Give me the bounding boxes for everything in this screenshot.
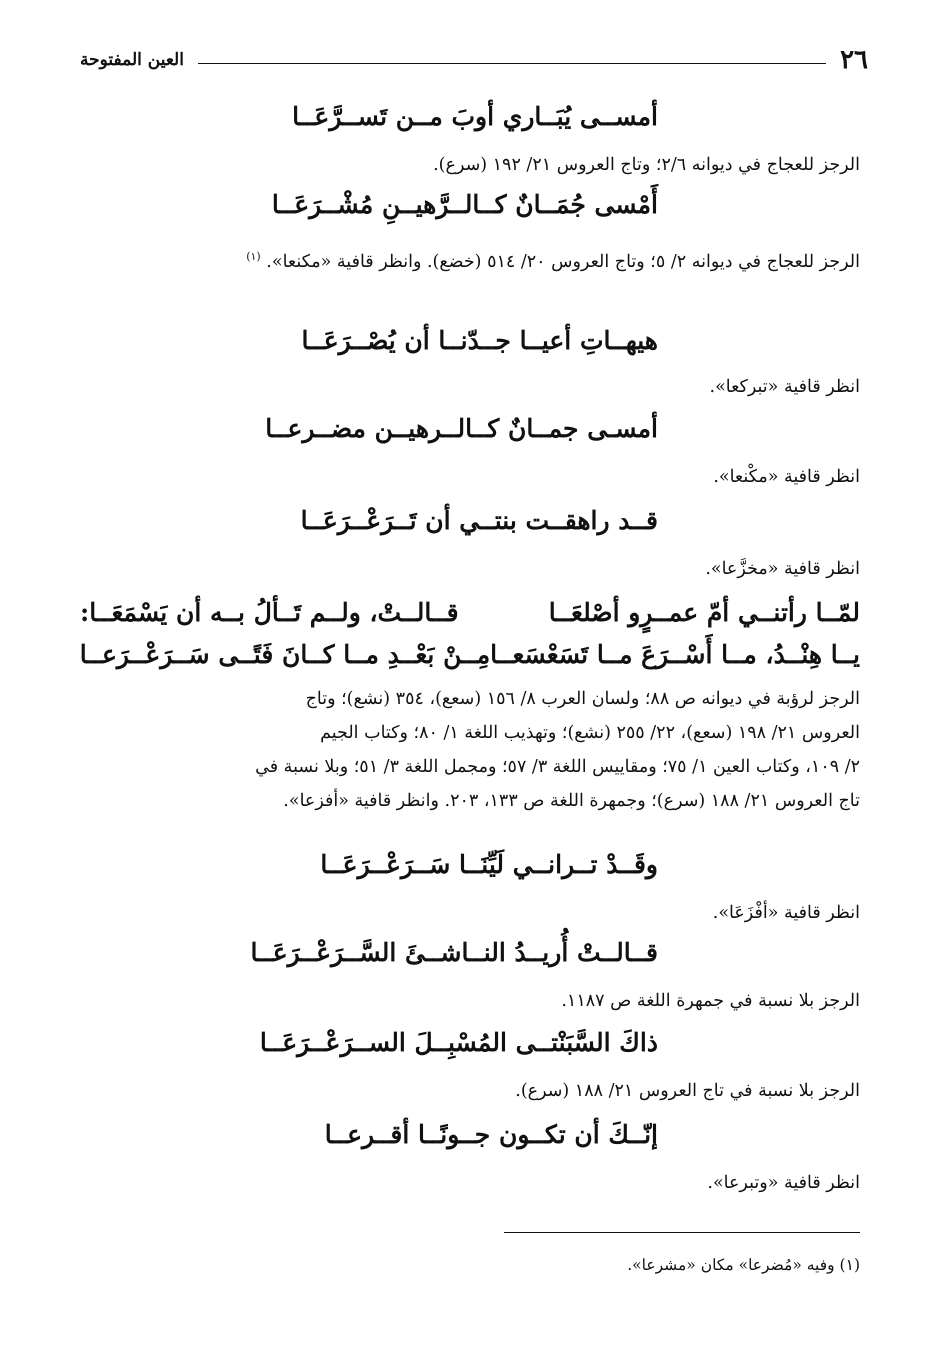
verse-line: قــالــتْ أُريــدُ النــاشــئَ السَّــرَعْــرَعَــا (250, 938, 658, 967)
verse-note-text: الرجز للعجاج في ديوانه ٢/ ٥؛ وتاج العروس ٢٠/ ٥١٤ (خضع). وانظر قافية «مكنعا». (266, 251, 860, 272)
verse-line: هيهــاتِ أعيــا جــدّنــا أن يُصْــرَعَــا (301, 326, 658, 355)
verse-line: أمسـى جمــانٌ كــالــرهيــن مضــرعــا (265, 414, 658, 443)
verse-line: إنّــكَ أن تكــون جــونًــا أقــرعــا (324, 1120, 658, 1149)
verse-note: انظر قافية «مخزَّعا». (705, 559, 860, 579)
couplet-line-1 (80, 598, 860, 627)
hemistich: قــالــتْ، ولــم تَــألُ بــه أن يَسْمَعَــا: (80, 598, 459, 627)
note-line: الرجز لرؤبة في ديوانه ص ٨٨؛ ولسان العرب ٨/ ١٥٦ (سعع)، ٣٥٤ (نشع)؛ وتاج (305, 689, 860, 709)
verse-note: انظر قافية «مكْنعا». (713, 467, 860, 487)
couplet-line-2 (80, 640, 860, 669)
note-line: تاج العروس ٢١/ ١٨٨ (سرع)؛ وجمهرة اللغة ص ١٣٣، ٢٠٣. وانظر قافية «أفزعا». (283, 791, 860, 811)
page-header (80, 40, 868, 80)
footnote: (١) وفيه «مُضرعا» مكان «مشرعا». (627, 1256, 860, 1274)
running-title: العين المفتوحة (80, 50, 184, 70)
verse-note (80, 240, 860, 279)
hemistich: يــا هِنْــدُ، مــا أَسْــرَعَ مــا تَسَعْسَعــا (490, 640, 860, 669)
note-line: العروس ٢١/ ١٩٨ (سعع)، ٢٢/ ٢٥٥ (نشع)؛ وتهذيب اللغة ١/ ٨٠؛ وكتاب الجيم (320, 723, 860, 743)
header-rule (198, 63, 826, 64)
note-line: ٢/ ١٠٩، وكتاب العين ١/ ٧٥؛ ومقاييس اللغة ٣/ ٥٧؛ ومجمل اللغة ٣/ ٥١؛ وبلا نسبة في (255, 757, 860, 777)
verse-line: أمســى يُبَــاري أوبَ مــن تَســرَّعَــا (292, 102, 658, 131)
verse-line: أَمْسى جُمَــانٌ كــالــرَّهيــنِ مُشْــرَعَــا (271, 190, 658, 219)
verse-note: الرجز للعجاج في ديوانه ٢/٦؛ وتاج العروس ٢١/ ١٩٢ (سرع). (433, 155, 860, 175)
verse-note: انظر قافية «أفْزَعَا». (712, 903, 860, 923)
verse-note: الرجز بلا نسبة في تاج العروس ٢١/ ١٨٨ (سرع). (515, 1081, 860, 1101)
verse-line: قــد راهقــت بنتــي أن تَــرَعْــرَعَــا (300, 506, 658, 535)
hemistich: لمّــا رأتنــي أمّ عمــرٍو أصْلعَــا (548, 598, 860, 627)
hemistich: مِــنْ بَعْــدِ مــا كــانَ فَتًــى سَــرَعْــرَعــا (79, 640, 491, 669)
footnote-ref[interactable]: (١) (246, 250, 261, 263)
verse-note: الرجز بلا نسبة في جمهرة اللغة ص ١١٨٧. (561, 991, 860, 1011)
verse-line: ذاكَ السَّبَنْتــى المُسْبِــلَ الســرَعْــرَعَــا (259, 1028, 658, 1057)
footnote-rule (504, 1232, 860, 1233)
verse-note: انظر قافية «تبركعا». (709, 377, 860, 397)
page-number: ٢٦ (840, 45, 868, 75)
verse-note: انظر قافية «وتبرعا». (707, 1173, 860, 1193)
couplet-note (80, 682, 860, 818)
verse-line: وقَــدْ تــرانــي لَيِّنَــا سَــرَعْــرَعَــا (320, 850, 658, 879)
